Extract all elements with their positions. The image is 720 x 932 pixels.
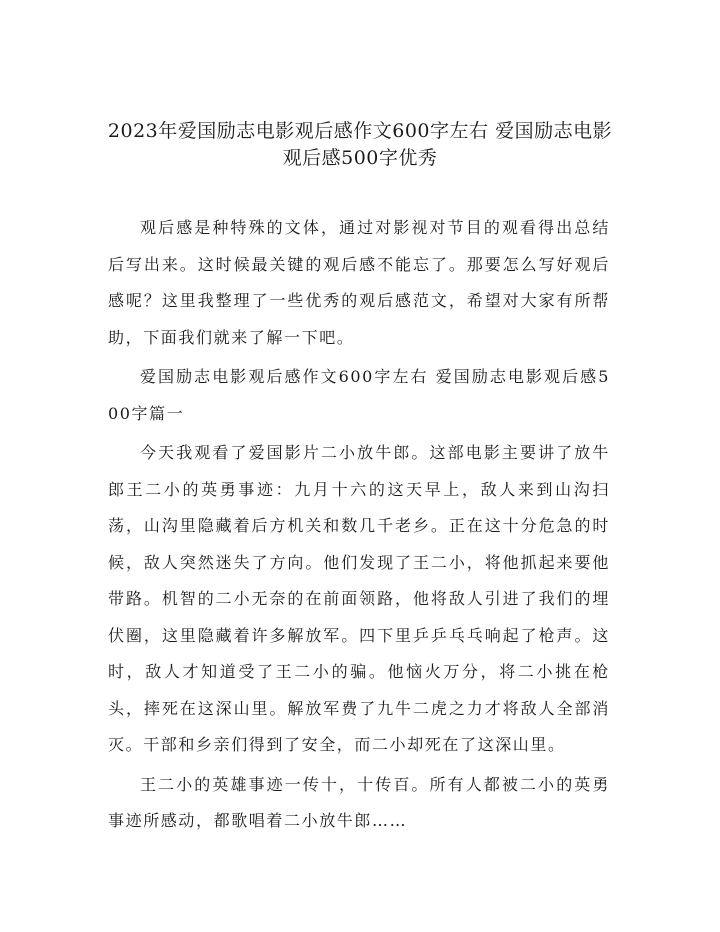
paragraph-section-heading: 爱国励志电影观后感作文600字左右 爱国励志电影观后感500字篇一 — [108, 367, 610, 423]
paragraph-intro: 观后感是种特殊的文体，通过对影视对节目的观看得出总结后写出来。这时候最关键的观后感不能忘了。那要怎么写好观后感呢？这里我整理了一些优秀的观后感范文，希望对大家有所帮助，下面我们就来了解一下吧。 — [108, 218, 610, 347]
document-title: 2023年爱国励志电影观后感作文600字左右 爱国励志电影观后感500字优秀 — [107, 120, 613, 169]
paragraph-conclusion: 王二小的英雄事迹一传十，十传百。所有人都被二小的英勇事迹所感动，都歌唱着二小放牛郎…… — [108, 774, 610, 830]
document-body — [108, 210, 610, 843]
paragraph-story: 今天我观看了爱国影片二小放牛郎。这部电影主要讲了放牛郎王二小的英勇事迹：九月十六的这天早上，敌人来到山沟扫荡，山沟里隐藏着后方机关和数几千老乡。正在这十分危急的时候，敌人突然迷失了方向。他们发现了王二小，将他抓起来要他带路。机智的二小无奈的在前面领路，他将敌人引进了我们的埋伏圈，这里隐藏着许多解放军。四下里乒乒乓乓响起了枪声。这时，敌人才知道受了王二小的骗。他恼火万分，将二小挑在枪头，摔死在这深山里。解放军费了九牛二虎之力才将敌人全部消灭。干部和乡亲们得到了安全，而二小却死在了这深山里。 — [108, 443, 610, 754]
